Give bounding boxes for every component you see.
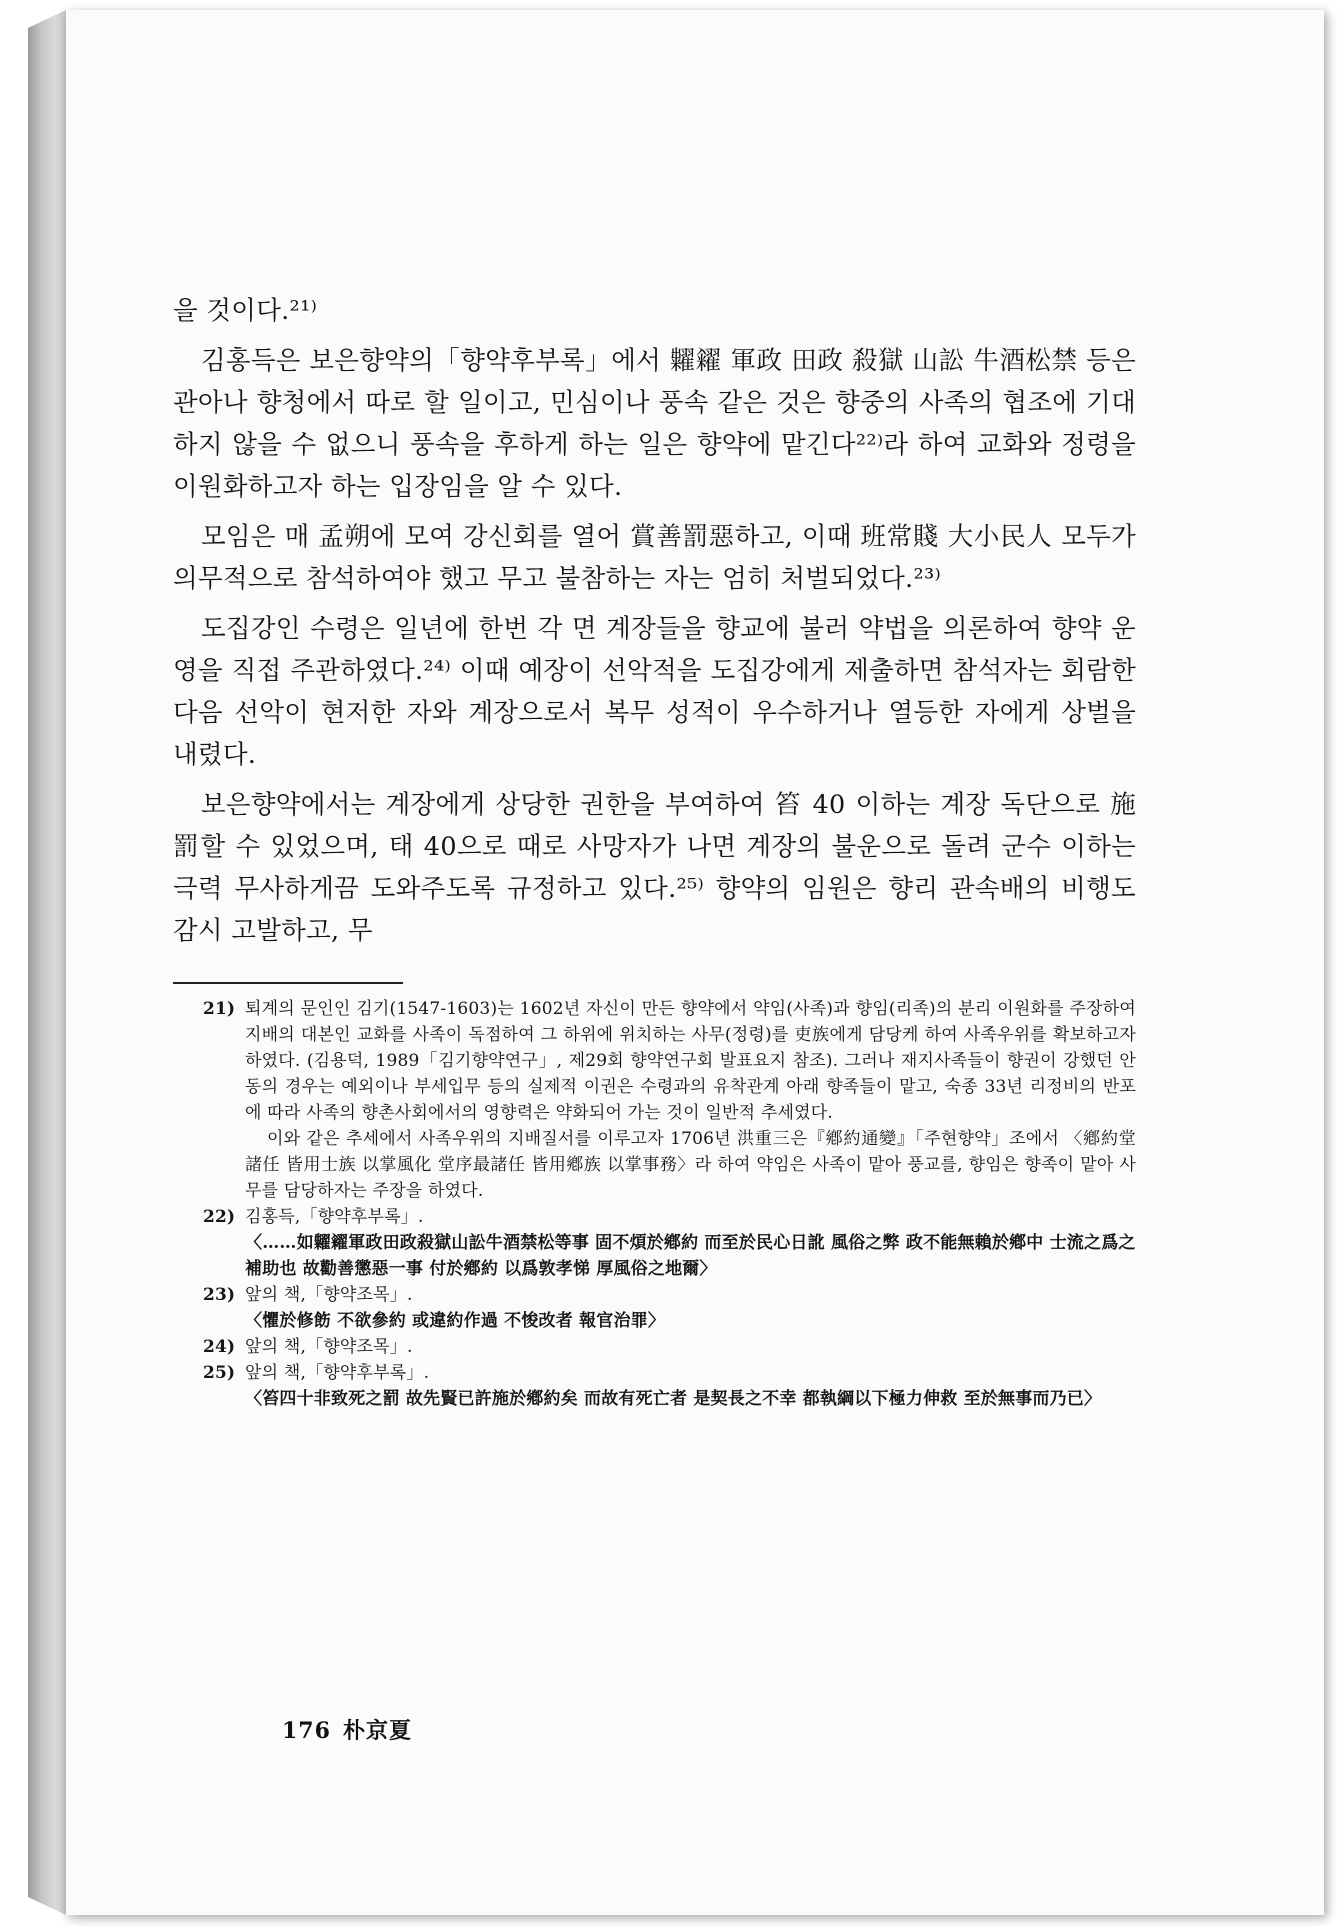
- footnote-22-quote: 〈……如糶糴軍政田政殺獄山訟牛酒禁松等事 固不煩於鄕約 而至於民心日訛 風俗之弊 政不能無賴於鄕中 士流之爲之補助也 故勸善懲惡一事 付於鄕約 以爲敦孝悌 厚風俗之地爾〉: [245, 1233, 1136, 1279]
- page-footer: [282, 1714, 412, 1745]
- footnotes: [173, 996, 1136, 1412]
- footnote-24: [173, 1334, 1136, 1360]
- body-paragraph-2: 김홍득은 보은향약의「향약후부록」에서 糶糴 軍政 田政 殺獄 山訟 牛酒松禁 등은 관아나 향청에서 따로 할 일이고, 민심이나 풍속 같은 것은 향중의 사족의 협조에 기대하지 않을 수 없으니 풍속을 후하게 하는 일은 향약에 맡긴다²²⁾라 하여 교화와 정령을 이원화하고자 하는 입장임을 알 수 있다.: [173, 346, 1136, 502]
- footnote-21-continuation: 이와 같은 추세에서 사족우위의 지배질서를 이루고자 1706년 洪重三은『鄕約通變』「주현향약」조에서 〈鄕約堂諸任 皆用士族 以掌風化 堂序最諸任 皆用鄕族 以掌事務〉라 하여 약임은 사족이 맡아 풍교를, 향임은 향족이 맡아 사무를 담당하자는 주장을 하였다.: [245, 1129, 1136, 1201]
- footnote-22: [173, 1204, 1136, 1230]
- author-name: 朴京夏: [342, 1718, 412, 1744]
- body-paragraph-3: 모임은 매 孟朔에 모여 강신회를 열어 賞善罰惡하고, 이때 班常賤 大小民人 모두가 의무적으로 참석하여야 했고 무고 불참하는 자는 엄히 처벌되었다.²³⁾: [173, 522, 1136, 594]
- footnote-25: [173, 1360, 1136, 1386]
- footnote-21: [173, 996, 1136, 1126]
- footnote-number: 24): [203, 1337, 236, 1357]
- footnote-text: 앞의 책,「향약조목」.: [245, 1285, 413, 1305]
- text-block: [173, 290, 1136, 1412]
- page-number: 176: [282, 1718, 331, 1744]
- footnote-text: 퇴계의 문인인 김기(1547-1603)는 1602년 자신이 만든 향약에서 약임(사족)과 향임(리족)의 분리 이원화를 주장하여 지배의 대본인 교화를 사족이 독점하여 그 하위에 위치하는 사무(정령)를 吏族에게 담당케 하여 사족우위를 확보하고자 하였다. (김용덕, 1989「김기향약연구」, 제29회 향약연구회 발표요지 참조). 그러나 재지사족들이 향권이 강했던 안동의 경우는 예외이나 부세입무 등의 실제적 이권은 수령과의 유착관계 아래 향족들이 맡고, 숙종 33년 리정비의 반포에 따라 사족의 향촌사회에서의 영향력은 약화되어 가는 것이 일반적 추세였다.: [245, 999, 1136, 1123]
- body-paragraph-1: 을 것이다.²¹⁾: [173, 296, 318, 326]
- body-paragraph-4: 도집강인 수령은 일년에 한번 각 면 계장들을 향교에 불러 약법을 의론하여 향약 운영을 직접 주관하였다.²⁴⁾ 이때 예장이 선악적을 도집강에게 제출하면 참석자는 회람한 다음 선악이 현저한 자와 계장으로서 복무 성적이 우수하거나 열등한 자에게 상벌을 내렸다.: [173, 614, 1136, 770]
- footnote-text: 앞의 책,「향약후부록」.: [245, 1363, 430, 1383]
- footnote-number: 21): [203, 999, 236, 1019]
- footnote-divider: [173, 982, 403, 984]
- footnote-25-quote: 〈笞四十非致死之罰 故先賢已許施於鄕約矣 而故有死亡者 是契長之不幸 都執綱以下極力伸救 至於無事而乃已〉: [245, 1389, 1102, 1409]
- footnote-number: 25): [203, 1363, 236, 1383]
- body-paragraph-5: 보은향약에서는 계장에게 상당한 권한을 부여하여 笞 40 이하는 계장 독단으로 施罰할 수 있었으며, 태 40으로 때로 사망자가 나면 계장의 불운으로 돌려 군수 이하는 극력 무사하게끔 도와주도록 규정하고 있다.²⁵⁾ 향약의 임원은 향리 관속배의 비행도 감시 고발하고, 무: [173, 790, 1136, 946]
- footnote-text: 김홍득,「향약후부록」.: [245, 1207, 424, 1227]
- book-spine: [28, 10, 66, 1915]
- footnote-23-quote: 〈懼於修飭 不欲參約 或違約作過 不悛改者 報官治罪〉: [245, 1311, 666, 1331]
- footnote-text: 앞의 책,「향약조목」.: [245, 1337, 413, 1357]
- footnote-23: [173, 1282, 1136, 1308]
- footnote-number: 23): [203, 1285, 236, 1305]
- footnote-number: 22): [203, 1207, 236, 1227]
